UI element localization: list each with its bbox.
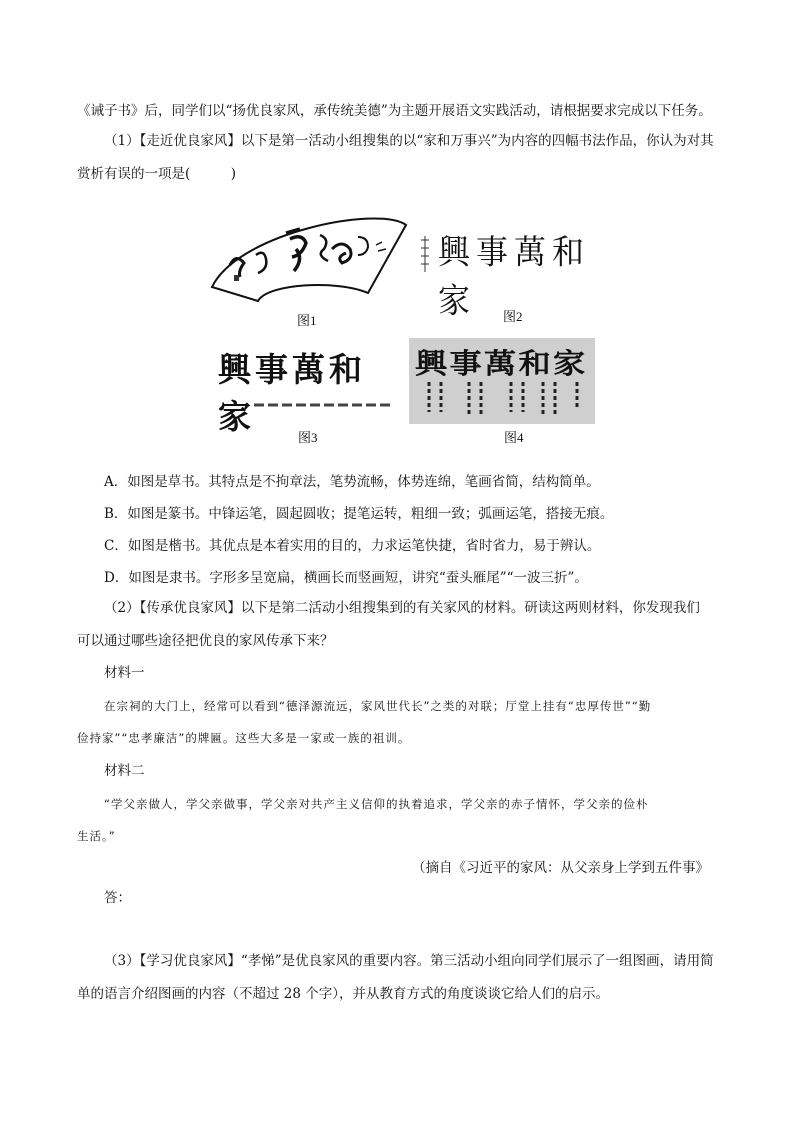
figure-1 xyxy=(208,205,408,305)
intro-line: 《诫子书》后，同学们以“扬优良家风，承传统美德”为主题开展语文实践活动，请根据要求完成以下任务。 xyxy=(77,103,712,119)
vertical-inscription xyxy=(419,380,589,420)
figure-4-caption: 图4 xyxy=(504,430,524,445)
question-1-line-1: （1）【走近优良家风】以下是第一活动小组搜集的以“家和万事兴”为内容的四幅书法作品，你认为对其 xyxy=(104,133,714,149)
option-d: D．如图是隶书。字形多呈宽扁，横画长而竖画短，讲究“蚕头雁尾”“一波三折”。 xyxy=(104,570,588,586)
material-2-line-2: 生活。” xyxy=(77,829,116,843)
clerical-script-text: 興事萬和家 xyxy=(415,347,588,380)
material-1-line-2: 俭持家”“忠孝廉洁”的牌匾。这些大多是一家或一族的祖训。 xyxy=(77,731,411,745)
material-1-title: 材料一 xyxy=(104,665,145,681)
material-2-source: （摘自《习近平的家风：从父亲身上学到五件事》 xyxy=(412,860,709,876)
figure-2-caption: 图2 xyxy=(503,309,523,324)
seal-script-small-inscription xyxy=(418,234,432,274)
regular-script-text: 興事萬和家 xyxy=(218,350,366,436)
question-1-line-2: 赏析有误的一项是( ) xyxy=(77,166,237,182)
question-2-line-1: （2）【传承优良家风】以下是第二活动小组搜集到的有关家风的材料。研读这两则材料，你发现我们 xyxy=(104,600,700,616)
question-3-line-2: 单的语言介绍图画的内容（不超过 28 个字），并从教育方式的角度谈谈它给人们的启示。 xyxy=(77,986,610,1002)
material-2-title: 材料二 xyxy=(104,763,145,779)
question-2-line-2: 可以通过哪些途径把优良的家风传承下来？ xyxy=(77,633,334,649)
option-a: A．如图是草书。其特点是不拘章法，笔势流畅，体势连绵，笔画省简，结构简单。 xyxy=(104,474,600,490)
figure-3 xyxy=(218,344,398,436)
option-c: C．如图是楷书。其优点是本着实用的目的，力求运笔快捷，省时省力，易于辨认。 xyxy=(104,538,601,554)
inscription-line xyxy=(254,401,394,409)
answer-label: 答： xyxy=(104,890,131,906)
material-2-line-1: “学父亲做人，学父亲做事，学父亲对共产主义信仰的执着追求，学父亲的赤子情怀，学父亲的俭朴 xyxy=(104,797,649,811)
figure-1-caption: 图1 xyxy=(297,313,317,328)
option-b: B．如图是篆书。中锋运笔，圆起圆收；提笔运转，粗细一致；弧画运笔，搭接无痕。 xyxy=(104,506,614,522)
figure-3-caption: 图3 xyxy=(298,430,318,445)
fan-calligraphy-image xyxy=(208,205,408,305)
question-3-line-1: （3）【学习优良家风】“孝悌”是优良家风的重要内容。第三活动小组向同学们展示了一组图画，请用简 xyxy=(104,953,714,969)
material-1-line-1: 在宗祠的大门上，经常可以看到“德泽源流远，家风世代长”之类的对联；厅堂上挂有“忠厚传世”“勤 xyxy=(104,699,652,713)
seal-script-text: 興事萬和家 xyxy=(438,232,591,321)
figure-4 xyxy=(409,338,595,424)
